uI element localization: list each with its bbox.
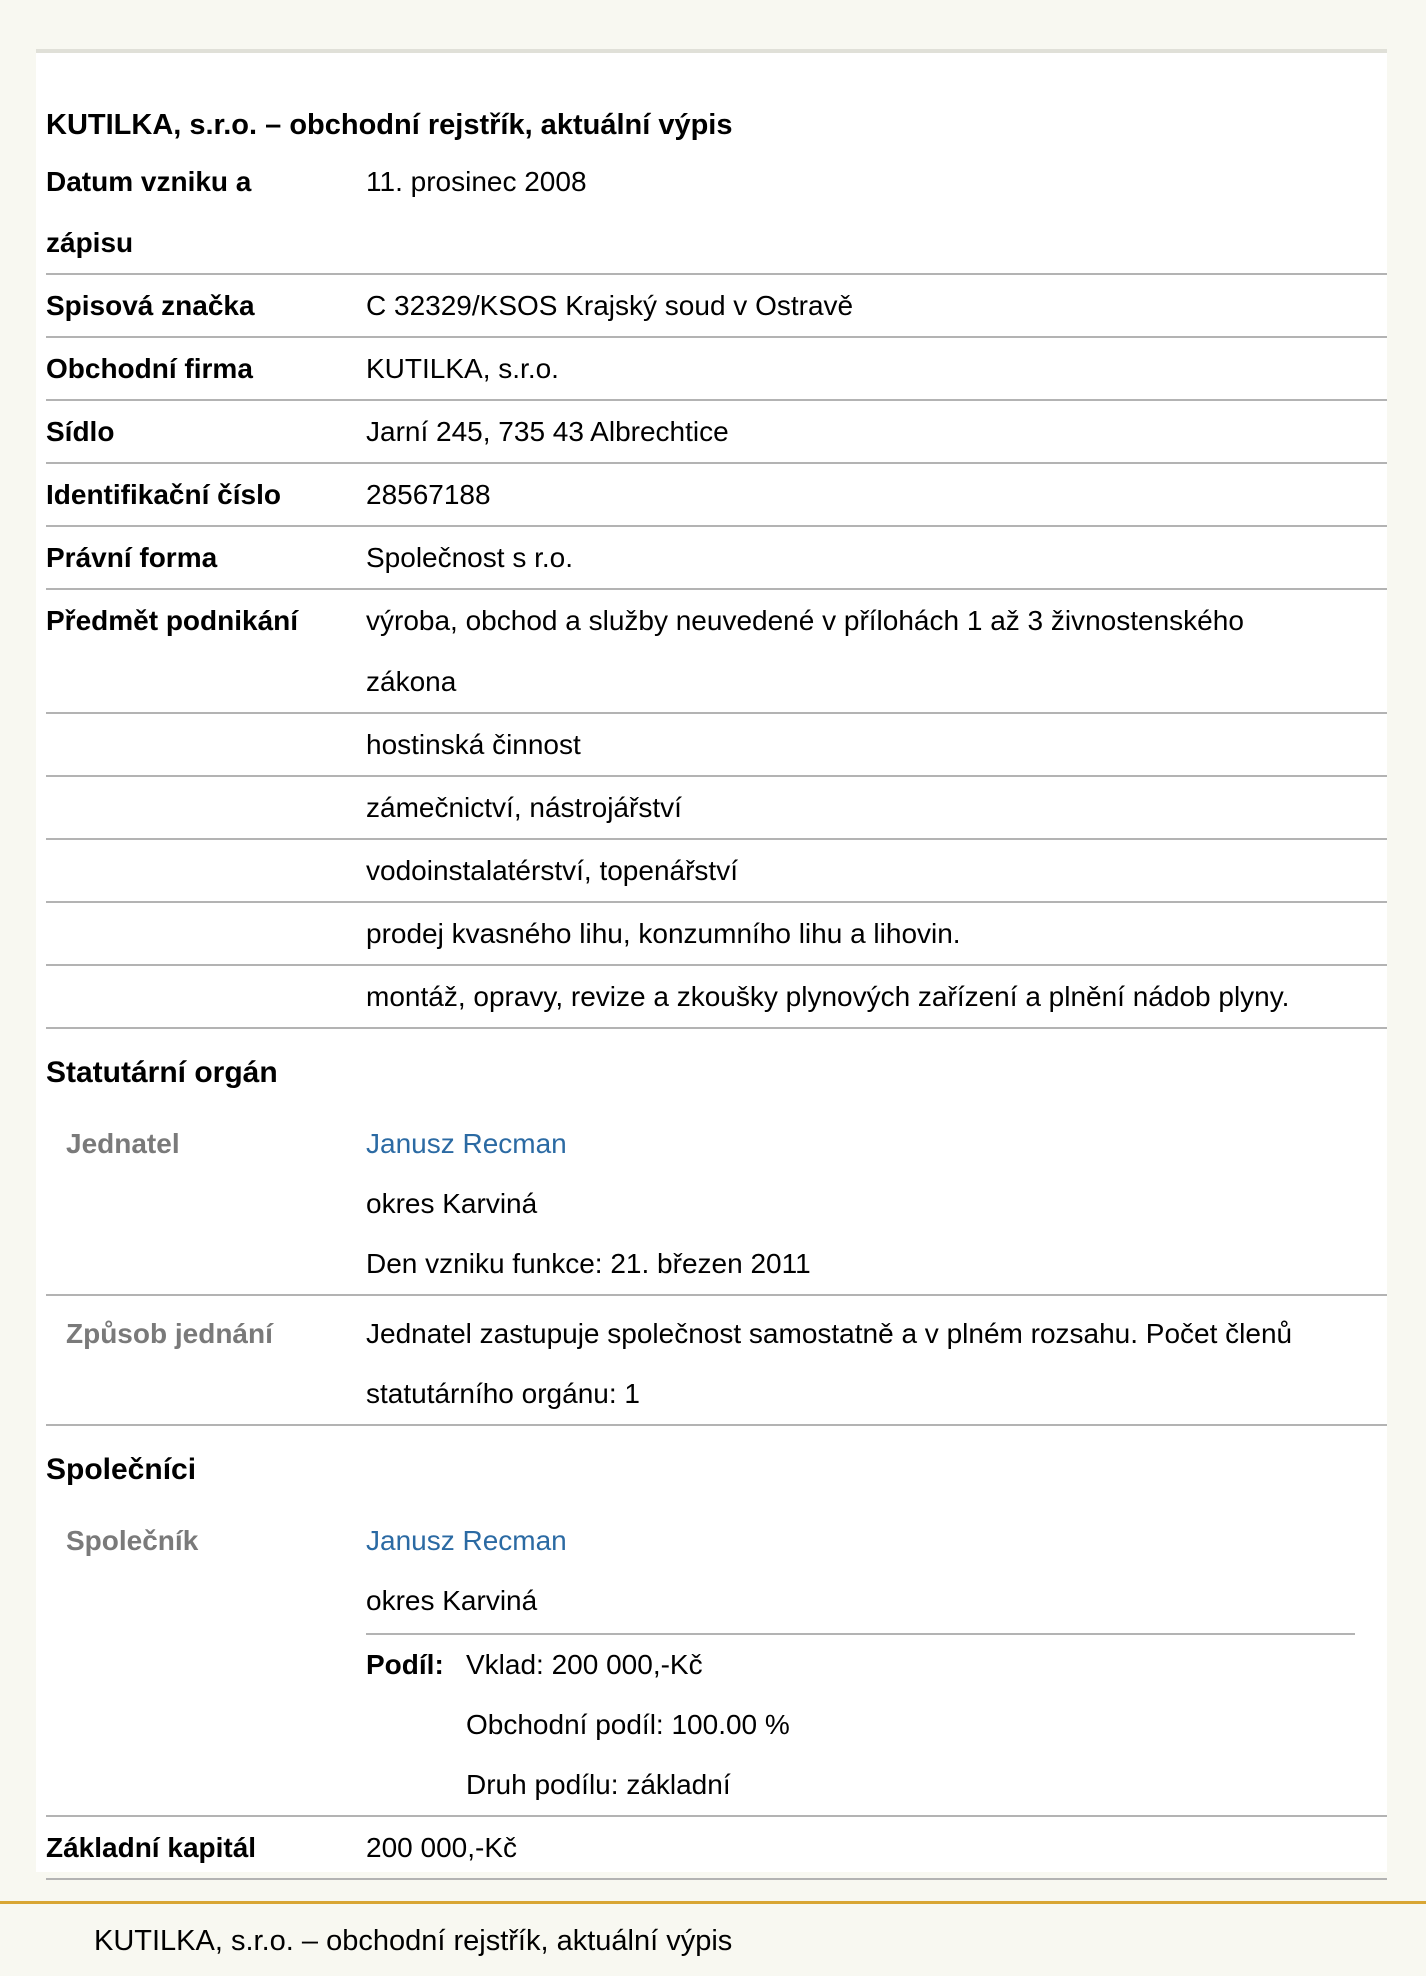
field-label: Spisová značka <box>46 290 255 321</box>
capital-row <box>46 1817 1387 1880</box>
business-item-line: vodoinstalatérství, topenářství <box>366 855 738 886</box>
business-item-line: zámečnictví, nástrojářství <box>366 792 682 823</box>
business-row <box>46 714 1387 777</box>
field-value <box>366 527 1387 588</box>
partner-district: okres Karviná <box>366 1585 538 1616</box>
director-district: okres Karviná <box>366 1188 538 1219</box>
field-value <box>366 275 1387 336</box>
business-item <box>366 777 1387 838</box>
business-row <box>46 590 1387 714</box>
footer-title: KUTILKA, s.r.o. – obchodní rejstřík, aktuální výpis <box>94 1925 733 1957</box>
business-item-line: montáž, opravy, revize a zkoušky plynových zařízení a plnění nádob plyny. <box>366 981 1290 1012</box>
business-item-line: výroba, obchod a služby neuvedené v přílohách 1 až 3 živnostenského <box>366 605 1244 636</box>
business-item <box>366 714 1387 775</box>
business-row <box>46 777 1387 840</box>
conduct-row <box>46 1304 1387 1426</box>
business-item <box>366 966 1387 1027</box>
field-row-address <box>46 401 1387 464</box>
document-page <box>36 49 1387 1872</box>
business-item-line: hostinská činnost <box>366 729 581 760</box>
share-deposit: Vklad: 200 000,-Kč <box>466 1649 703 1680</box>
share-type: Druh podílu: základní <box>466 1769 731 1800</box>
business-label-empty <box>46 903 366 964</box>
field-label-line: Datum vzniku a <box>46 166 252 197</box>
field-value <box>366 464 1387 525</box>
capital-label: Základní kapitál <box>46 1832 257 1863</box>
field-label: Obchodní firma <box>46 353 253 384</box>
share-label: Podíl: <box>366 1649 444 1680</box>
field-label: Identifikační číslo <box>46 479 281 510</box>
capital-value-line: 200 000,-Kč <box>366 1832 517 1863</box>
document-content <box>46 53 1387 1880</box>
field-value-line: Společnost s r.o. <box>366 542 574 573</box>
field-value <box>366 401 1387 462</box>
business-row <box>46 903 1387 966</box>
partner-row <box>46 1511 1387 1817</box>
field-value-line: Jarní 245, 735 43 Albrechtice <box>366 416 729 447</box>
conduct-text-line: Jednatel zastupuje společnost samostatně a v plném rozsahu. Počet členů <box>366 1318 1293 1349</box>
field-value-line: 11. prosinec 2008 <box>366 166 587 197</box>
footer-divider <box>0 1901 1426 1904</box>
conduct-text-line: statutárního orgánu: 1 <box>366 1378 640 1409</box>
director-details <box>366 1114 1387 1294</box>
section-title-partners: Společníci <box>46 1453 197 1486</box>
business-label-empty <box>46 966 366 1027</box>
business-row <box>46 840 1387 903</box>
field-row-founded <box>46 151 1387 275</box>
share-values <box>466 1635 790 1815</box>
page-title: KUTILKA, s.r.o. – obchodní rejstřík, aktuální výpis <box>46 109 733 141</box>
business-label-empty <box>46 840 366 901</box>
business-item <box>366 903 1387 964</box>
business-item-line: prodej kvasného lihu, konzumního lihu a lihovin. <box>366 918 961 949</box>
director-since: Den vzniku funkce: 21. březen 2011 <box>366 1248 811 1279</box>
field-label-line: zápisu <box>46 227 134 258</box>
share-percentage: Obchodní podíl: 100.00 % <box>466 1709 790 1740</box>
business-item-line: zákona <box>366 666 457 697</box>
business-item <box>366 840 1387 901</box>
field-value-line: KUTILKA, s.r.o. <box>366 353 559 384</box>
conduct-label: Způsob jednání <box>66 1318 273 1349</box>
partner-name-link[interactable]: Janusz Recman <box>366 1525 567 1556</box>
field-label: Sídlo <box>46 416 115 447</box>
share-block <box>366 1633 1355 1815</box>
field-value <box>366 338 1387 399</box>
field-value <box>366 151 1387 273</box>
director-label: Jednatel <box>66 1128 180 1159</box>
partner-label: Společník <box>66 1525 199 1556</box>
business-label-empty <box>46 777 366 838</box>
field-row-company-name <box>46 338 1387 401</box>
section-title-statutory: Statutární orgán <box>46 1056 278 1089</box>
field-value-line: 28567188 <box>366 479 491 510</box>
capital-value <box>366 1817 1387 1878</box>
field-label: Právní forma <box>46 542 218 573</box>
field-row-id-number <box>46 464 1387 527</box>
field-row-file-number <box>46 275 1387 338</box>
field-value-line: C 32329/KSOS Krajský soud v Ostravě <box>366 290 854 321</box>
field-label <box>46 151 366 273</box>
director-name-link[interactable]: Janusz Recman <box>366 1128 567 1159</box>
field-row-legal-form <box>46 527 1387 590</box>
business-row <box>46 966 1387 1029</box>
partner-details <box>366 1511 1387 1815</box>
business-item <box>366 590 1387 712</box>
director-row <box>46 1114 1387 1296</box>
business-label-empty <box>46 714 366 775</box>
business-label: Předmět podnikání <box>46 605 299 636</box>
conduct-text <box>366 1304 1387 1424</box>
